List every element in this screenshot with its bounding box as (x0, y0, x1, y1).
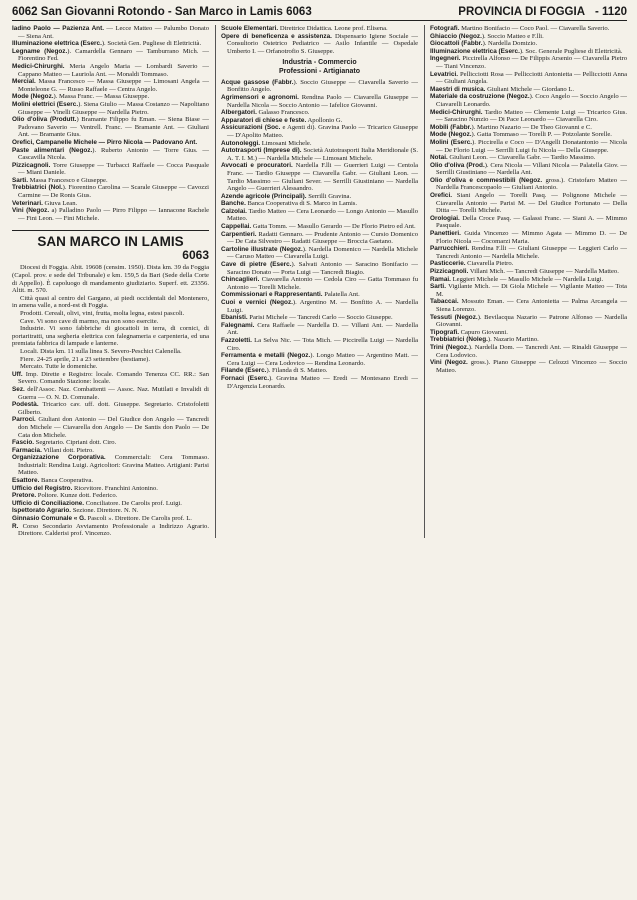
header-title: PROVINCIA DI FOGGIA (458, 6, 586, 18)
directory-entry: Banche. Banca Cooperativa di S. Marco in Lamis. (221, 200, 358, 208)
directory-entry: Commissionari e Rappresentanti. Palatella Ant. (221, 291, 360, 299)
directory-entry: Azende agricole (Principali). Serrilli Gravina. (221, 192, 352, 200)
directory-entry: Ispettorato Agrario. Sezione. Direttore. N. N. (12, 507, 139, 515)
directory-entry: Parrucchieri. Rendina F.lli — Giuliani Giuseppe — Leggieri Carlo — Tancredi Antonio — Nardella Michele. (430, 245, 627, 260)
directory-entry: Fascio. Segretario. Cipriani dott. Ciro. (12, 439, 117, 447)
section-number: 6063 (182, 248, 209, 263)
directory-entry: Vini (Negoz. gross.). Piano Giuseppe — Celozzi Vincenzo — Soccio Matteo. (430, 359, 627, 374)
directory-entry: Medici-Chirurghi. Meria Angelo Maria — Lombardi Saverio — Cappano Matteo — Lauriola Ant. — Monaldi Tommaso. (12, 62, 209, 78)
directory-entry: Tabaccai. Mossuto Eman. — Cera Antonietta — Palma Arcangela — Siena Lorenzo. (430, 298, 627, 313)
industry-heading: Industria - Commercio Professioni - Artigianato (278, 59, 361, 75)
directory-entry: Chincaglieri. Ciavarella Antonio — Cedola Ciro — Gatta Tommaso fu Antonio — Torelli Michele. (221, 276, 418, 291)
directory-entry: Tipografi. Capuro Giovanni. (430, 328, 508, 336)
directory-entry: Orefici. Siani Angelo — Torelli Pasq. — Polignone Michele — Ciavarella Antonio — Parisi M. — Del Giudice Fortunato — Della Ditta — Torelli Michele. (430, 192, 627, 215)
directory-entry: Assicurazioni (Soc. e Agenti di). Gravina Paolo — Tricarico Giuseppe — D'Apolito Matteo. (221, 124, 418, 139)
col2-top-entries (221, 25, 418, 55)
directory-entry: Ghiaccio (Negoz.). Soccio Matteo e F.lli. (430, 32, 544, 40)
col2-entries (221, 79, 418, 390)
directory-entry: Panettieri. Guida Vincenzo — Mimmo Agata — Mimmo D. — De Florio Nicola — Cocomarzi Maria. (430, 230, 627, 245)
directory-entry: Parroci. Giuliani don Antonio — Del Giudice don Angelo — Tancredi don Michele — Ciavarella don Angelo — De Santis don Paolo — De Cata don Michele. (12, 416, 209, 439)
directory-entry: Filande (Eserc.). Filanda di S. Matteo. (221, 367, 328, 375)
header-left: 6062 San Giovanni Rotondo - San Marco in Lamis 6063 (12, 6, 312, 18)
directory-entry: Iadino Paolo — Pazienza Ant. — Lecce Matteo — Palumbo Donato — Siena Ant. (12, 25, 209, 40)
directory-entry: Pizzicagnoli. Torre Giuseppe — Turbacci Raffaele — Cocca Pasquale — Miani Daniele. (12, 161, 209, 177)
directory-entry: Vini (Negoz. a) Palladino Paolo — Pirro Filippo — Iannacone Rachele — Fini Leon. — Fini Michele. (12, 207, 209, 222)
column-3 (424, 25, 627, 538)
directory-entry: Podestà. Tricarico cav. uff. dott. Giuseppe. Segretario. Cristofoletti Gilberto. (12, 401, 209, 416)
directory-entry: Orologiai. Della Croce Pasq. — Galassi Franc. — Siani A. — Mimmo Pasquale. (430, 214, 627, 230)
directory-entry: Illuminazione elettrica (Eserc.). Soc. Generale Pugliese di Elettricità. (430, 47, 623, 55)
directory-entry: Carpentieri. Radatti Gennaro. — Prudente Antonio — Cursio Domenico — De Cata Silvestro — Radatti Giuseppe — Broccia Gaetano. (221, 230, 418, 246)
col1-bottom-entries (12, 371, 209, 538)
section-title: SAN MARCO IN LAMIS (12, 230, 209, 249)
directory-entry: Mobili (Fabbr.). Martino Nazario — De Theo Giovanni e C. (430, 123, 592, 131)
directory-entry: Cuoi e vernici (Negoz.). Argentino M. — Bonfitto A. — Nardella Luigi. (221, 299, 418, 314)
directory-entry: Ginnasio Comunale « G. Pascoli ». Direttore. De Carolis prof. L. (12, 515, 192, 523)
directory-entry: Cave di pietre (Eserc.). Salvati Antonio — Saracino Bonifacio — Saracino Donato — Porta Luigi — Tancredi Biagio. (221, 261, 418, 276)
directory-entry: Scuole Elementari. Direttrice Didattica. Leone prof. Elisena. (221, 25, 388, 32)
directory-entry: Esattore. Banca Cooperativa. (12, 477, 94, 485)
directory-entry: Ufficio del Registro. Ricevitore. Franchini Antonino. (12, 484, 158, 492)
description-paragraph: Locali. Dista km. 11 sulla linea S. Severo-Peschici Calenella. (20, 347, 182, 355)
description-paragraph: Diocesi di Foggia. Abit. 19608 (censim. 1950). Dista km. 39 da Foggia (Capol. prov. e sede del Tribunale) e km. 159,5 da Bari (Sede della Corte di Appello). È capoluogo di mandamento giudiziario. Superf. ett. 23356. Altit. m. 570. (12, 264, 209, 295)
header-right (458, 6, 627, 18)
directory-entry: Trini (Negoz.). Nardella Dom. — Tancredi Ant. — Rinaldi Giuseppe — Cera Lodovico. (430, 343, 627, 359)
directory-entry: Uff. Imp. Dirette e Registro: locale. Comando Tenenza CC. RR.: San Severo. Comando Stazione: locale. (12, 370, 209, 386)
directory-entry: Fazzoletti. La Selva Nic. — Tota Mich. — Piccirella Luigi — Nardella Ciro. (221, 336, 418, 352)
directory-entry: Pretore. Poltore. Kunze dott. Federico. (12, 492, 118, 500)
directory-entry: Cappellai. Gatta Tomm. — Masullo Gerardo — De Florio Pietro ed Ant. (221, 223, 416, 231)
description-paragraph: Città quasi al centro del Gargano, ai piedi occidentali del Montenero, in amena valle, a nord-est di Foggia. (12, 294, 209, 310)
directory-entry: Autotrasporti (Imprese di). Società Autotrasporti Italia Meridionale (S. A. T. I. M.) — Nardella Michele — Limosani Michele. (221, 147, 418, 162)
directory-entry: Acque gassose (Fabbr.). Soccio Giuseppe — Ciavarella Saverio — Bonfitto Angelo. (221, 78, 418, 94)
directory-entry: Sarti. Vigilante Mich. — Di Giola Michele — Vigilante Matteo — Tota M. (430, 283, 627, 298)
directory-entry: Agrimensori e agronomi. Rendina Paolo — Ciavarella Giuseppe — Nardella Nicola — Soccio Antonio — Iafelice Giovanni. (221, 93, 418, 109)
description-paragraph: Cave. Vi sono cave di marmo, ma non sono esercite. (20, 317, 159, 325)
directory-entry: Ebanisti. Parisi Michele — Tancredi Carlo — Soccio Giuseppe. (221, 314, 393, 322)
description-paragraph: Mercato. Tutte le domeniche. (20, 363, 98, 371)
directory-entry: Molini (Eserc.). Piccirella e Coco — D'Angelli Donatantonio — Nicola — De Florio Luigi — Serrilli Luigi fu Nicola — Della Giuseppe. (430, 138, 627, 154)
directory-entry: Sez. dell'Assoc. Naz. Combattenti — Assoc. Naz. Mutilati e Invalidi di Guerra — O. N. D. Comunale. (12, 385, 209, 401)
description-paragraph: Fiere. 24-25 aprile, 21 a 23 settembre (bestiame). (20, 355, 150, 363)
directory-entry: Veterinari. Giuva Lean. (12, 199, 78, 207)
directory-entry: Pasticcerie. Ciavarella Pietro. (430, 260, 514, 268)
directory-entry: Olio d'oliva e commestibili (Negoz. gross.). Cristofaro Matteo — Nardella Francescopaolo — Giuliani Antonio. (430, 176, 627, 192)
directory-entry: Notai. Giuliani Leon. — Ciavarella Gabr. — Tardio Massimo. (430, 154, 596, 162)
directory-entry: Mercial. Massa Francesco — Massa Giuseppe — Limosani Angela — Monteleone G. — Russo Raffaele — Centra Angelo. (12, 78, 209, 93)
running-header (12, 6, 627, 21)
directory-entry: Pizzicagnoli. Villani Mich. — Tancredi Giuseppe — Nardella Matteo. (430, 268, 619, 275)
col1-top-entries (12, 25, 209, 222)
column-2 (215, 25, 418, 538)
directory-entry: Opere di beneficenza e assistenza. Dispensario Igiene Sociale — Consultorio Ostetrico Pediatrico — Asilo Infantile — Ospedale Umberto I. — Orfanotrofio S. Giuseppe. (221, 32, 418, 55)
directory-entry: Levatrici. Pellicciotti Rosa — Pellicciotti Antonietta — Pellicciotti Anna — Giuliani Angela. (430, 70, 627, 86)
directory-entry: Medici-Chirurghi. Tardio Matteo — Clemente Luigi — Tricarico Gius. — Saracino Nunzio — Di Pace Leonardo — Ciavarella Ciro. (430, 108, 627, 124)
directory-entry: Ingegneri. Piccirella Alfonso — De Filippis Arsenio — Ciavarella Pietro — Tiani Vincenzo. (430, 55, 627, 70)
directory-entry: Autonoleggi. Limosani Michele. (221, 139, 312, 147)
directory-entry: Orefici, Campanelle Michele — Pirro Nicola — Padovano Ant. (12, 138, 198, 146)
column-1 (12, 25, 209, 538)
directory-entry: R. Corso Secondario Avviamento Professionale a Indirizzo Agrario. Direttore. Calderisi prof. Vincenzo. (12, 522, 209, 538)
directory-entry: Olio d'oliva (Prod.). Cera Nicola — Villani Nicola — Palatella Giov. — Serrilli Giustiniano — Nardella Ant. (430, 161, 627, 177)
directory-entry: Mode (Negoz.). Massa Franc. — Massa Giuseppe. (12, 93, 150, 101)
directory-entry: Mode (Negoz.). Gatta Tommaso — Torelli P. — Potzolante Sorelle. (430, 131, 612, 139)
directory-entry: Fornaci (Eserc.). Gravina Matteo — Eredi — Montesano Eredi — D'Argenzia Leonardo. (221, 374, 418, 390)
col3-entries (430, 25, 627, 374)
directory-entry: Paste alimentari (Negoz.). Ruberto Antonio — Torre Gius. — Cascavilla Nicola. (12, 146, 209, 162)
col1-paragraphs (12, 264, 209, 370)
directory-entry: Molini elettrici (Eserc.). Siena Giulio — Massa Costanzo — Napolitano Giuseppe — Vinelli Giuseppe — Nardella Pietro. (12, 100, 209, 116)
directory-entry: Trebbiatrici (Noleg.). Nazario Martino. (430, 336, 539, 344)
directory-entry: Giocattoli (Fabbr.). Nardella Domizio. (430, 40, 538, 48)
directory-entry: Avvocati e procuratori. Nardella F.lli — Guerrieri Luigi — Centola Franc. — Tardio Giuseppe — Ciavarella Gabr. — Giuliani Leon. — Tardio Massimo — Giuliani Sever. — Serrilli Giustiniano — Nardella Angelo — Guerrieri Alessandro. (221, 162, 418, 193)
directory-entry: Calzolai. Tardio Matteo — Cera Leonardo — Longo Antonio — Masullo Matteo. (221, 207, 418, 223)
directory-entry: Tessuti (Negoz.). Bevilacqua Nazario — Patrone Alfonso — Nardella Giovanni. (430, 313, 627, 329)
description-paragraph: Industrie. Vi sono fabbriche di giocattoli in terra, di cornici, di portaritratti, una segheria elettrica con falegnameria e carpenteria, ed una premiata fabbrica di lampade e lanterne. (12, 325, 209, 348)
directory-entry: Albergatori. Galasso Francesco. (221, 109, 310, 117)
directory-entry: Legname (Negoz.). Camardella Gennaro — Tamburrano Mich. — Fiorentino Fed. (12, 47, 209, 63)
directory-entry: Ferramenta e metalli (Negoz.). Longo Matteo — Argentino Matt. — Cera Luigi — Cera Lodovico — Rendina Leonardo. (221, 352, 418, 367)
directory-entry: Olio d'oliva (Produtt.) Bramante Filippo fu Eman. — Siena Biase — Padovano Saverio — Ventrell. Franc. — Bramante Ant. — Giuliani Ant. — Bramante Gius. (12, 116, 209, 139)
directory-entry: Sarti. Massa Francesco e Giuseppe. (12, 176, 108, 184)
directory-entry: Falegnami. Cera Raffaele — Nardella D. — Villani Ant. — Nardella Ant. (221, 321, 418, 337)
directory-entry: Cartoline illustrate (Negoz.). Nardella Domenico — Nardella Michele — Caruso Matteo — Ciavarella Luigi. (221, 245, 418, 261)
directory-entry: Apparatori di chiese e feste. Apollonio G. (221, 116, 343, 124)
directory-entry: Ufficio di Conciliazione. Conciliatore. De Carolis prof. Luigi. (12, 499, 182, 507)
directory-entry: Organizzazione Corporativa. Commerciali: Cera Tommaso. Industriali: Rendina Luigi. Agricoltori: Gravina Matteo. Artigiani: Parisi Matteo. (12, 454, 209, 477)
directory-entry: Illuminazione elettrica (Eserc.). Società Gen. Pugliese di Elettricità. (12, 40, 202, 48)
directory-entry: Farmacia. Villani dott. Pietro. (12, 446, 94, 454)
directory-entry: Trebbiatrici (Nol.). Fiorentino Carolina — Scarale Giuseppe — Cavozzi Carmine — De Ronis Gius. (12, 184, 209, 200)
directory-entry: Fotografi. Martino Bonifacio — Coco Paol. — Ciavarella Saverio. (430, 25, 610, 32)
header-page-number: - 1120 (595, 6, 627, 18)
directory-entry: Maestri di musica. Giuliani Michele — Giordano L. (430, 85, 575, 93)
directory-entry: Ramai. Leggieri Michele — Masullo Michele — Nardella Luigi. (430, 275, 604, 283)
description-paragraph: Prodotti. Cereali, olivi, vini, frutta, molta legna, estesi pascoli. (20, 310, 185, 317)
directory-entry: Materiale da costruzione (Negoz.). Coco Angelo — Soccio Angelo — Ciavarelli Leonardo. (430, 93, 627, 108)
columns (12, 25, 627, 538)
